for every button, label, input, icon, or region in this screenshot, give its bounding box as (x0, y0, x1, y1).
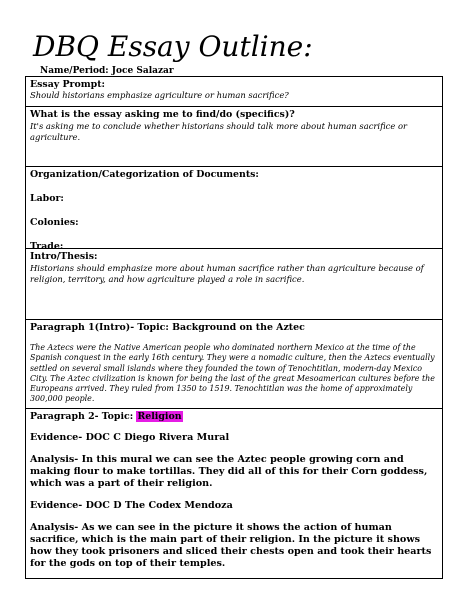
essay-prompt-text: Should historians emphasize agriculture or human sacrifice? (30, 90, 289, 100)
paragraph-2-label (30, 411, 438, 422)
essay-prompt-section (26, 77, 442, 106)
intro-thesis-section (26, 248, 442, 319)
intro-thesis-label: Intro/Thesis: (30, 251, 98, 262)
labor-label: Labor: (30, 193, 64, 204)
asking-section (26, 106, 442, 166)
asking-text: It's asking me to conclude whether historians should talk more about human sacrifice or agriculture. (30, 121, 408, 142)
paragraph-1-section (26, 319, 442, 408)
outline-table (25, 76, 443, 579)
paragraph-2-label-prefix: Paragraph 2- Topic: (30, 411, 137, 422)
organization-label: Organization/Categorization of Documents: (30, 169, 259, 180)
asking-label: What is the essay asking me to find/do (specifics)? (30, 109, 295, 120)
topic-highlight: Religion (137, 411, 182, 422)
evidence-1: Evidence- DOC C Diego Rivera Mural (30, 432, 230, 443)
paragraph-1-text: The Aztecs were the Native American people who dominated northern Mexico at the time of the Spanish conquest in the early 16th century. They were a nomadic culture, then the Aztecs eventually settled on several small islands where they founded the town of Tenochtitlan, modern-day Mexico City. The Aztec civilization is known for being the last of the great Mesoamerican cultures before the Europeans arrived. They ruled from 1350 to 1519. Tenochtitlan was the home of approximately 300,000 people. (30, 343, 435, 404)
trade-label: Trade: (30, 241, 64, 248)
organization-section (26, 166, 442, 248)
name-period-line: Name/Period: Joce Salazar (40, 66, 174, 76)
paragraph-1-label: Paragraph 1(Intro)- Topic: Background on the Aztec (30, 322, 305, 333)
essay-prompt-label: Essay Prompt: (30, 79, 105, 90)
analysis-2: Analysis- As we can see in the picture it shows the action of human sacrifice, which is the main part of their religion. In the picture it shows how they took prisoners and sliced their chests open and took their hearts for the gods on top of their temples. (30, 522, 432, 569)
paragraph-2-section (26, 408, 442, 578)
analysis-1: Analysis- In this mural we can see the Aztec people growing corn and making flour to make tortillas. They did all of this for their Corn goddess, which was a part of their religion. (30, 454, 428, 489)
evidence-2: Evidence- DOC D The Codex Mendoza (30, 500, 233, 511)
document-title: DBQ Essay Outline: (33, 30, 313, 63)
intro-thesis-text: Historians should emphasize more about human sacrifice rather than agriculture because of religion, territory, and how agriculture played a role in sacrifice. (30, 263, 424, 284)
colonies-label: Colonies: (30, 217, 79, 228)
